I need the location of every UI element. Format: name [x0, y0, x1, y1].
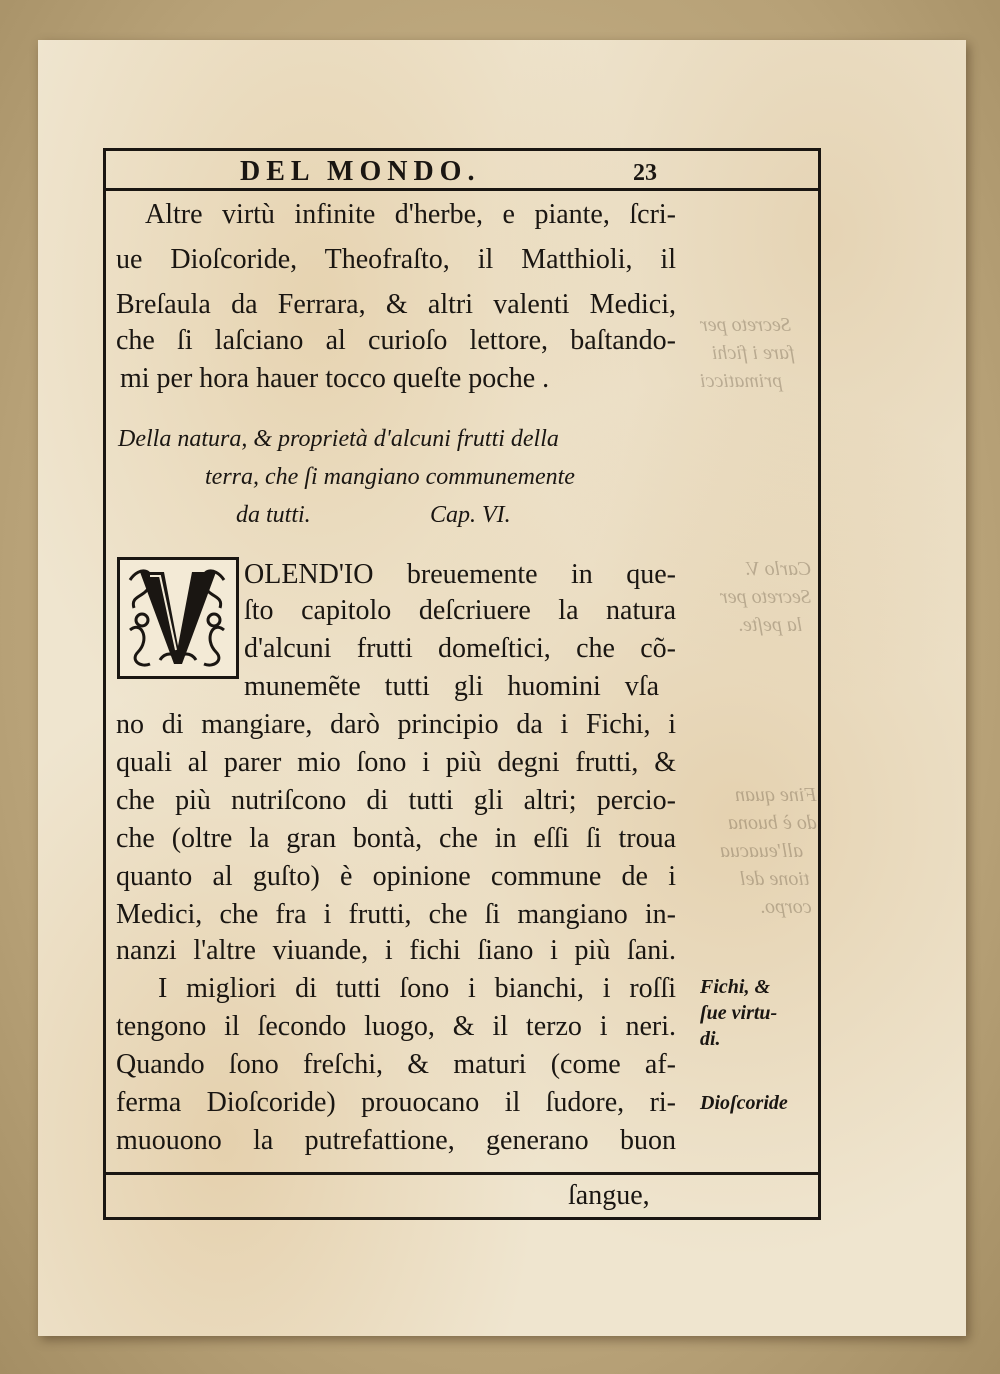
- text-line: quanto al guſto) è opinione commune de i: [116, 861, 676, 892]
- header-rule: [103, 188, 821, 191]
- text-line: I migliori di tutti ſono i bianchi, i roſſi: [158, 973, 676, 1004]
- chapter-heading-line: da tutti.: [236, 502, 311, 528]
- text-line: OLEND'IO breuemente in que-: [244, 559, 676, 590]
- text-line: ferma Dioſcoride) prouocano il ſudore, ri-: [116, 1087, 676, 1118]
- text-line: che (oltre la gran bontà, che in eſſi ſi troua: [116, 823, 676, 854]
- show-through-note: Secreto per: [700, 314, 791, 336]
- text-line: ue Dioſcoride, Theofraſto, il Matthioli, il: [116, 244, 676, 275]
- show-through-note: all'euacua: [720, 840, 804, 862]
- text-line: Altre virtù infinite d'herbe, e piante, ſcri-: [145, 199, 676, 230]
- chapter-heading-line: terra, che ſi mangiano communemente: [205, 464, 575, 490]
- page-number: 23: [633, 160, 657, 186]
- show-through-note: la peſte.: [738, 614, 803, 636]
- chapter-heading-line: Della natura, & proprietà d'alcuni frutti della: [118, 426, 559, 452]
- show-through-note: do è buona: [728, 812, 817, 834]
- text-line: tengono il ſecondo luogo, & il terzo i neri.: [116, 1011, 676, 1042]
- show-through-note: Carlo V.: [745, 558, 812, 580]
- text-line: nanzi l'altre viuande, i fichi ſiano i più ſani.: [116, 935, 676, 966]
- text-line: quali al parer mio ſono i più degni frutti, &: [116, 747, 676, 778]
- margin-note: Dioſcoride: [700, 1092, 788, 1114]
- chapter-number: Cap. VI.: [430, 502, 511, 528]
- text-line: no di mangiare, darò principio da i Fichi, i: [116, 709, 676, 740]
- catchword: ſangue,: [568, 1180, 650, 1211]
- decorated-initial-image: [120, 560, 236, 676]
- text-line: che ſi laſciano al curioſo lettore, baſtando-: [116, 325, 676, 356]
- text-line: ſto capitolo deſcriuere la natura: [244, 595, 676, 626]
- text-line: Quando ſono freſchi, & maturi (come af-: [116, 1049, 676, 1080]
- show-through-note: Fine quan: [735, 784, 817, 806]
- show-through-note: Secreto per: [720, 586, 811, 608]
- decorated-initial: [117, 557, 239, 679]
- margin-note: Fichi, &: [700, 976, 771, 998]
- margin-note: ſue virtu-: [700, 1002, 778, 1024]
- text-line: munemẽte tutti gli huomini vſa: [244, 671, 659, 702]
- margin-note: di.: [700, 1028, 721, 1050]
- show-through-note: fare i fichi: [712, 342, 795, 364]
- text-line: Medici, che fra i frutti, che ſi mangiano in-: [116, 899, 676, 930]
- show-through-note: corpo.: [760, 896, 812, 918]
- text-line: Breſaula da Ferrara, & altri valenti Medici,: [116, 289, 676, 320]
- show-through-note: tione del: [740, 868, 810, 890]
- footer-rule: [103, 1172, 821, 1175]
- text-line: d'alcuni frutti domeſtici, che cõ-: [244, 633, 676, 664]
- running-head: DEL MONDO.: [240, 156, 481, 187]
- text-line: muouono la putrefattione, generano buon: [116, 1125, 676, 1156]
- text-line: che più nutriſcono di tutti gli altri; percio-: [116, 785, 676, 816]
- text-line: mi per hora hauer tocco queſte poche .: [120, 363, 550, 394]
- show-through-note: primaticci: [700, 370, 783, 392]
